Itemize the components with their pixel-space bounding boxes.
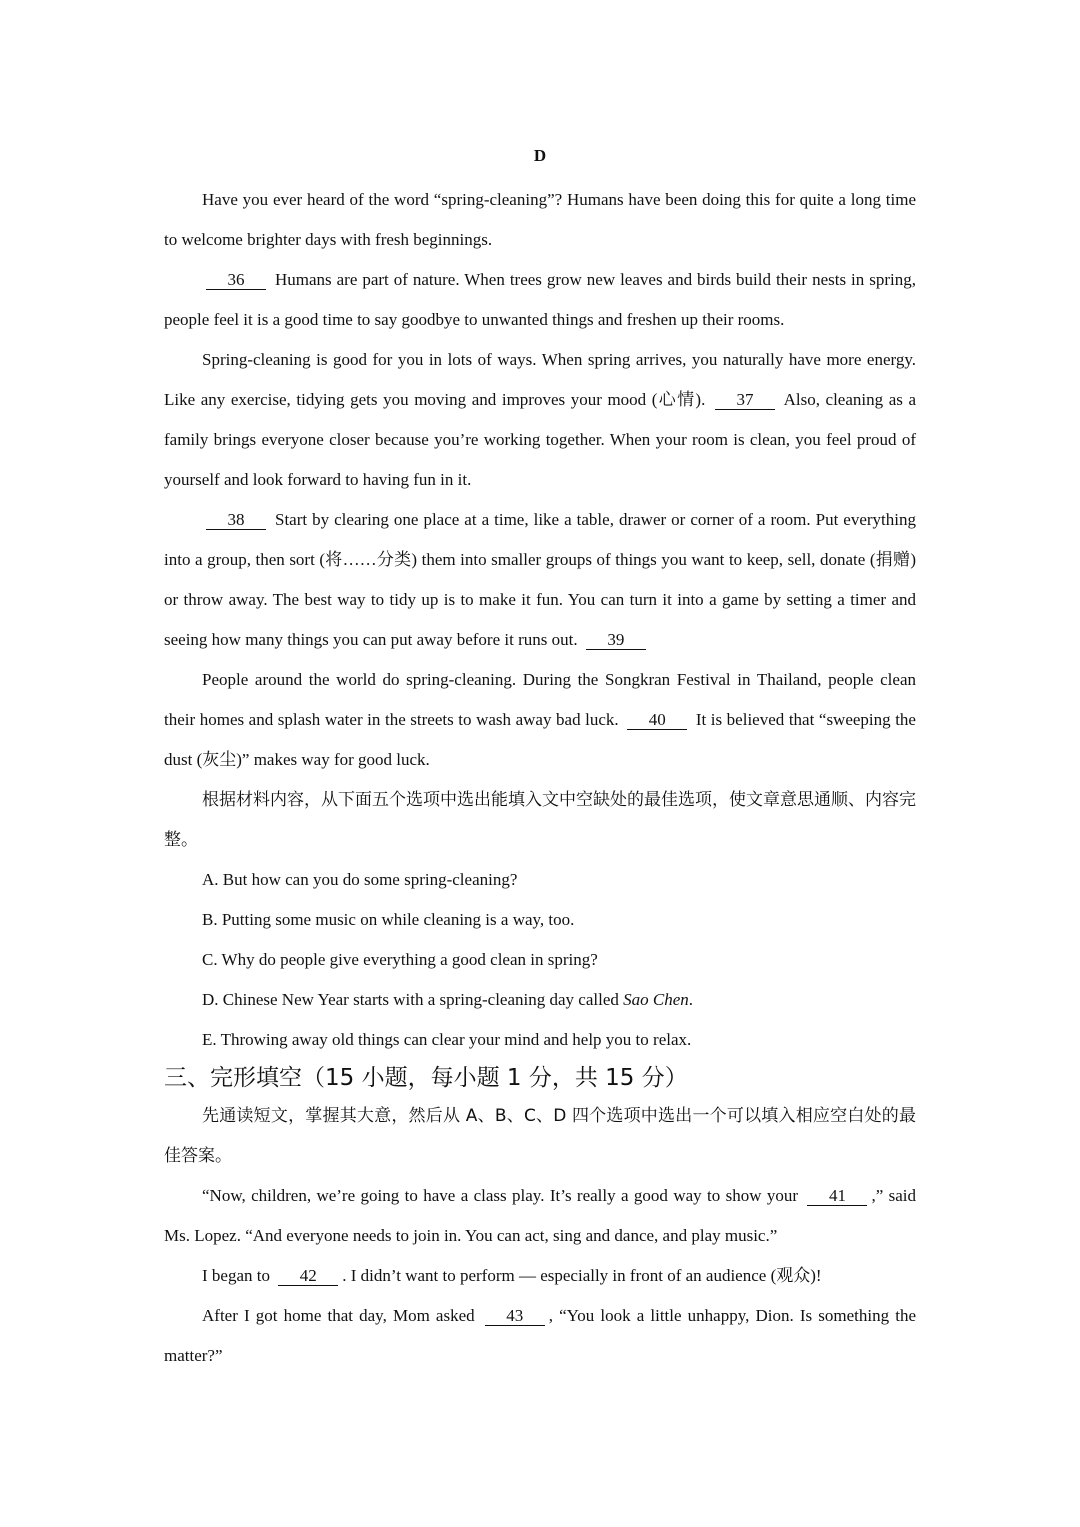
paragraph-2-text: Humans are part of nature. When trees grow new leaves and birds build their nests in spring, people feel it is a good time to say goodbye to unwanted things and freshen up their rooms. xyxy=(164,270,916,329)
paragraph-5-text-a: People around the world do spring-cleaning. During the Songkran Festival in Thailand, people clean their homes and splash water in the streets to wash away bad luck. xyxy=(164,670,916,729)
paragraph-5-text-b: It is believed that “sweeping the dust (灰尘)” makes way for good luck. xyxy=(164,710,916,769)
blank-39: 39 xyxy=(586,631,646,650)
passage-d-instruction: 根据材料内容，从下面五个选项中选出能填入文中空缺处的最佳选项，使文章意思通顺、内容完整。 xyxy=(164,790,916,850)
cloze-p3-text-a: After I got home that day, Mom asked xyxy=(202,1306,481,1325)
option-d xyxy=(164,980,916,1020)
paragraph-3-text-a: Spring-cleaning is good for you in lots of ways. When spring arrives, you naturally have more energy. Like any exercise, tidying gets you moving and improves your mood (心情). xyxy=(164,350,916,409)
blank-41: 41 xyxy=(807,1187,867,1206)
passage-d-title: D xyxy=(533,146,547,165)
paragraph-4-text: Start by clearing one place at a time, like a table, drawer or corner of a room. Put everything into a group, then sort (将……分类) them into smaller groups of things you want to keep, sell, donate (捐赠) or throw away. The best way to tidy up is to make it fun. You can turn it into a game by setting a timer and seeing how many things you can put away before it runs out. xyxy=(164,510,916,649)
blank-42: 42 xyxy=(278,1267,338,1286)
blank-38: 38 xyxy=(206,511,266,530)
passage-d-paragraph-1: Have you ever heard of the word “spring-cleaning”? Humans have been doing this for quite a long time to welcome brighter days with fresh beginnings. xyxy=(164,190,916,249)
passage-d-paragraph-3 xyxy=(164,340,916,500)
cloze-p3-text-b: , “You look a little unhappy, Dion. Is something the matter?” xyxy=(164,1306,916,1365)
cloze-p1-text-b: ,” said Ms. Lopez. “And everyone needs to join in. You can act, sing and dance, and play music.” xyxy=(164,1186,916,1245)
cloze-paragraph-2 xyxy=(164,1256,916,1296)
paragraph-3-text-b: Also, cleaning as a family brings everyone closer because you’re working together. When your room is clean, you feel proud of yourself and look forward to having fun in it. xyxy=(164,390,916,489)
blank-36: 36 xyxy=(206,271,266,290)
option-d-prefix: D. Chinese New Year starts with a spring-cleaning day called xyxy=(202,990,624,1009)
option-b: B. Putting some music on while cleaning is a way, too. xyxy=(202,910,575,929)
option-a: A. But how can you do some spring-cleaning? xyxy=(202,870,518,889)
blank-43: 43 xyxy=(485,1307,545,1326)
blank-37: 37 xyxy=(715,391,775,410)
exam-page xyxy=(164,140,916,1376)
cloze-p1-text-a: “Now, children, we’re going to have a class play. It’s really a good way to show your xyxy=(202,1186,804,1205)
cloze-p2-text-a: I began to xyxy=(202,1266,275,1285)
part-3-heading: 三、完形填空（15 小题，每小题 1 分，共 15 分） xyxy=(164,1065,688,1091)
blank-40: 40 xyxy=(627,711,687,730)
cloze-paragraph-1 xyxy=(164,1176,916,1256)
cloze-p2-text-b: . I didn’t want to perform — especially in front of an audience (观众)! xyxy=(342,1266,822,1285)
part-3-instruction: 先通读短文，掌握其大意，然后从 A、B、C、D 四个选项中选出一个可以填入相应空白处的最佳答案。 xyxy=(164,1106,916,1166)
option-e: E. Throwing away old things can clear your mind and help you to relax. xyxy=(202,1030,692,1049)
option-d-italic: Sao Chen xyxy=(623,990,689,1009)
option-c: C. Why do people give everything a good clean in spring? xyxy=(202,950,598,969)
passage-d-paragraph-5 xyxy=(164,660,916,780)
cloze-paragraph-3 xyxy=(164,1296,916,1376)
passage-d-paragraph-4 xyxy=(164,500,916,660)
passage-d-paragraph-2 xyxy=(164,260,916,340)
option-d-suffix: . xyxy=(688,990,694,1009)
